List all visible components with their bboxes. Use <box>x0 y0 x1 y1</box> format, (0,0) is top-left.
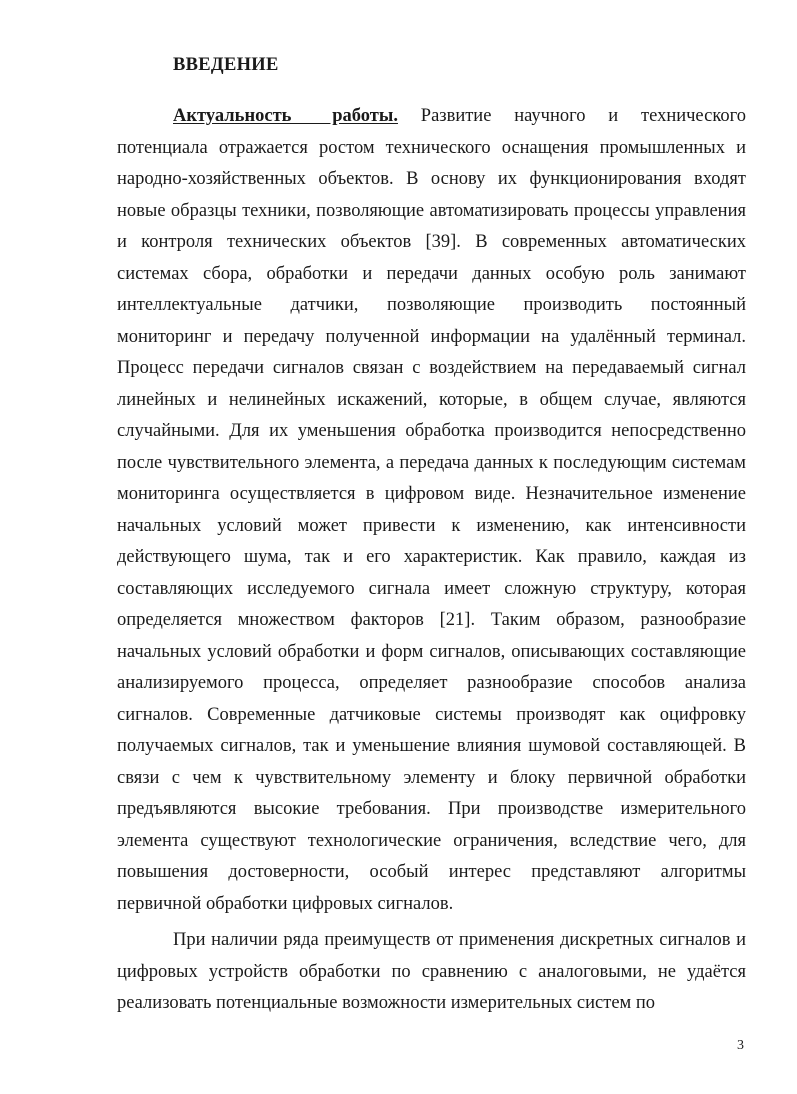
paragraph-text: При наличии ряда преимуществ от применения дискретных сигналов и цифровых устройств обработки по сравнению с аналоговыми, не удаётся реализовать потенциальные возможности измерительных систем по <box>117 930 746 1013</box>
paragraph-lead: Актуальность работы. <box>173 106 398 126</box>
section-heading: ВВЕДЕНИЕ <box>173 55 279 75</box>
paragraph-advantages <box>117 925 746 1020</box>
page-number: 3 <box>737 1038 744 1053</box>
paragraph-relevance <box>117 101 746 920</box>
paragraph-text: Развитие научного и технического потенциала отражается ростом технического оснащения промышленных и народно-хозяйственных объектов. В основу их функционирования входят новые образцы техники, позволяющие автоматизировать процессы управления и контроля технических объектов [39]. В современных автоматических системах сбора, обработки и передачи данных особую роль занимают интеллектуальные датчики, позволяющие производить постоянный мониторинг и передачу полученной информации на удалённый терминал. Процесс передачи сигналов связан с воздействием на передаваемый сигнал линейных и нелинейных искажений, которые, в общем случае, являются случайными. Для их уменьшения обработка производится непосредственно после чувствительного элемента, а передача данных к последующим системам мониторинга осуществляется в цифровом виде. Незначительное изменение начальных условий может привести к изменению, как интенсивности действующего шума, так и его характеристик. Как правило, каждая из составляющих исследуемого сигнала имеет сложную структуру, которая определяется множеством факторов [21]. Таким образом, разнообразие начальных условий обработки и форм сигналов, описывающих составляющие анализируемого процесса, определяет разнообразие способов анализа сигналов. Современные датчиковые системы производят как оцифровку получаемых сигналов, так и уменьшение влияния шумовой составляющей. В связи с чем к чувствительному элементу и блоку первичной обработки предъявляются высокие требования. При производстве измерительного элемента существуют технологические ограничения, вследствие чего, для повышения достоверности, особый интерес представляют алгоритмы первичной обработки цифровых сигналов. <box>117 106 746 914</box>
